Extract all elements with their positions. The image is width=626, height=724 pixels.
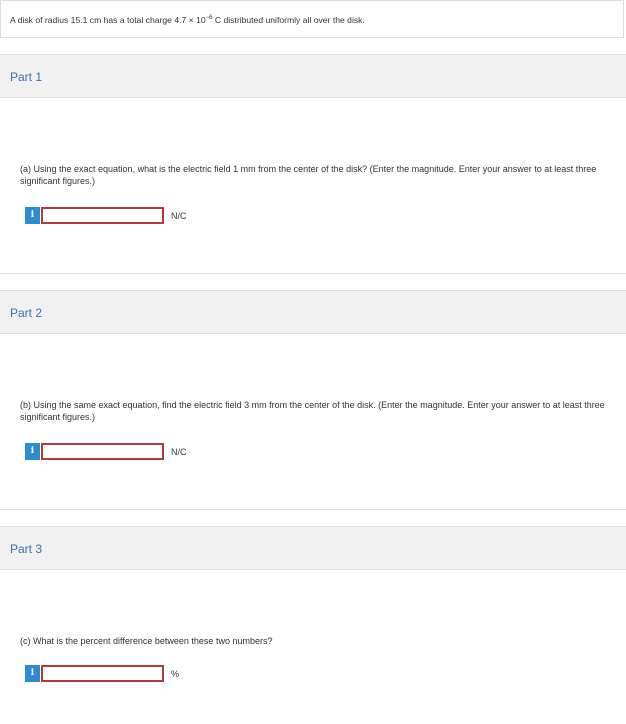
part-1-answer-row [25,205,325,225]
part-1-header [0,54,626,98]
exponent: −6 [205,15,213,21]
part-1-body [0,98,626,274]
part-3-unit: % [171,669,180,679]
part-2-unit: N/C [171,447,187,457]
part-2-answer-input[interactable] [41,443,164,460]
part-1-title: Part 1 [10,70,43,84]
problem-text: A disk of radius 15.1 cm has a total charge $4.7 \times 10^{-6}$ C distributed uniformly all over the disk. [10,15,365,25]
part-1-unit: N/C [171,211,187,221]
part-3-answer-input[interactable] [41,665,164,682]
part-1-question: (a) Using the exact equation, what is the electric field 1 mm from the center of the disk? (Enter the magnitude. Enter your answer to at least three significant figures.) [20,164,597,186]
part-2-body [0,334,626,510]
problem-statement [0,0,624,38]
part-3-question: (c) What is the percent difference between these two numbers? [20,636,273,646]
info-icon[interactable]: i [25,443,40,460]
part-2-title: Part 2 [10,306,43,320]
part-2-question: (b) Using the same exact equation, find the electric field 3 mm from the center of the disk. (Enter the magnitude. Enter your answer to at least three significant figures.) [20,400,605,422]
part-3-body [0,570,626,724]
part-3-title: Part 3 [10,542,43,556]
part-3-header [0,526,626,570]
part-1-answer-input[interactable] [41,207,164,224]
info-icon[interactable]: i [25,207,40,224]
part-2-header [0,290,626,334]
part-2-answer-row [25,441,325,461]
info-icon[interactable]: i [25,665,40,682]
part-3-answer-row [25,663,325,683]
